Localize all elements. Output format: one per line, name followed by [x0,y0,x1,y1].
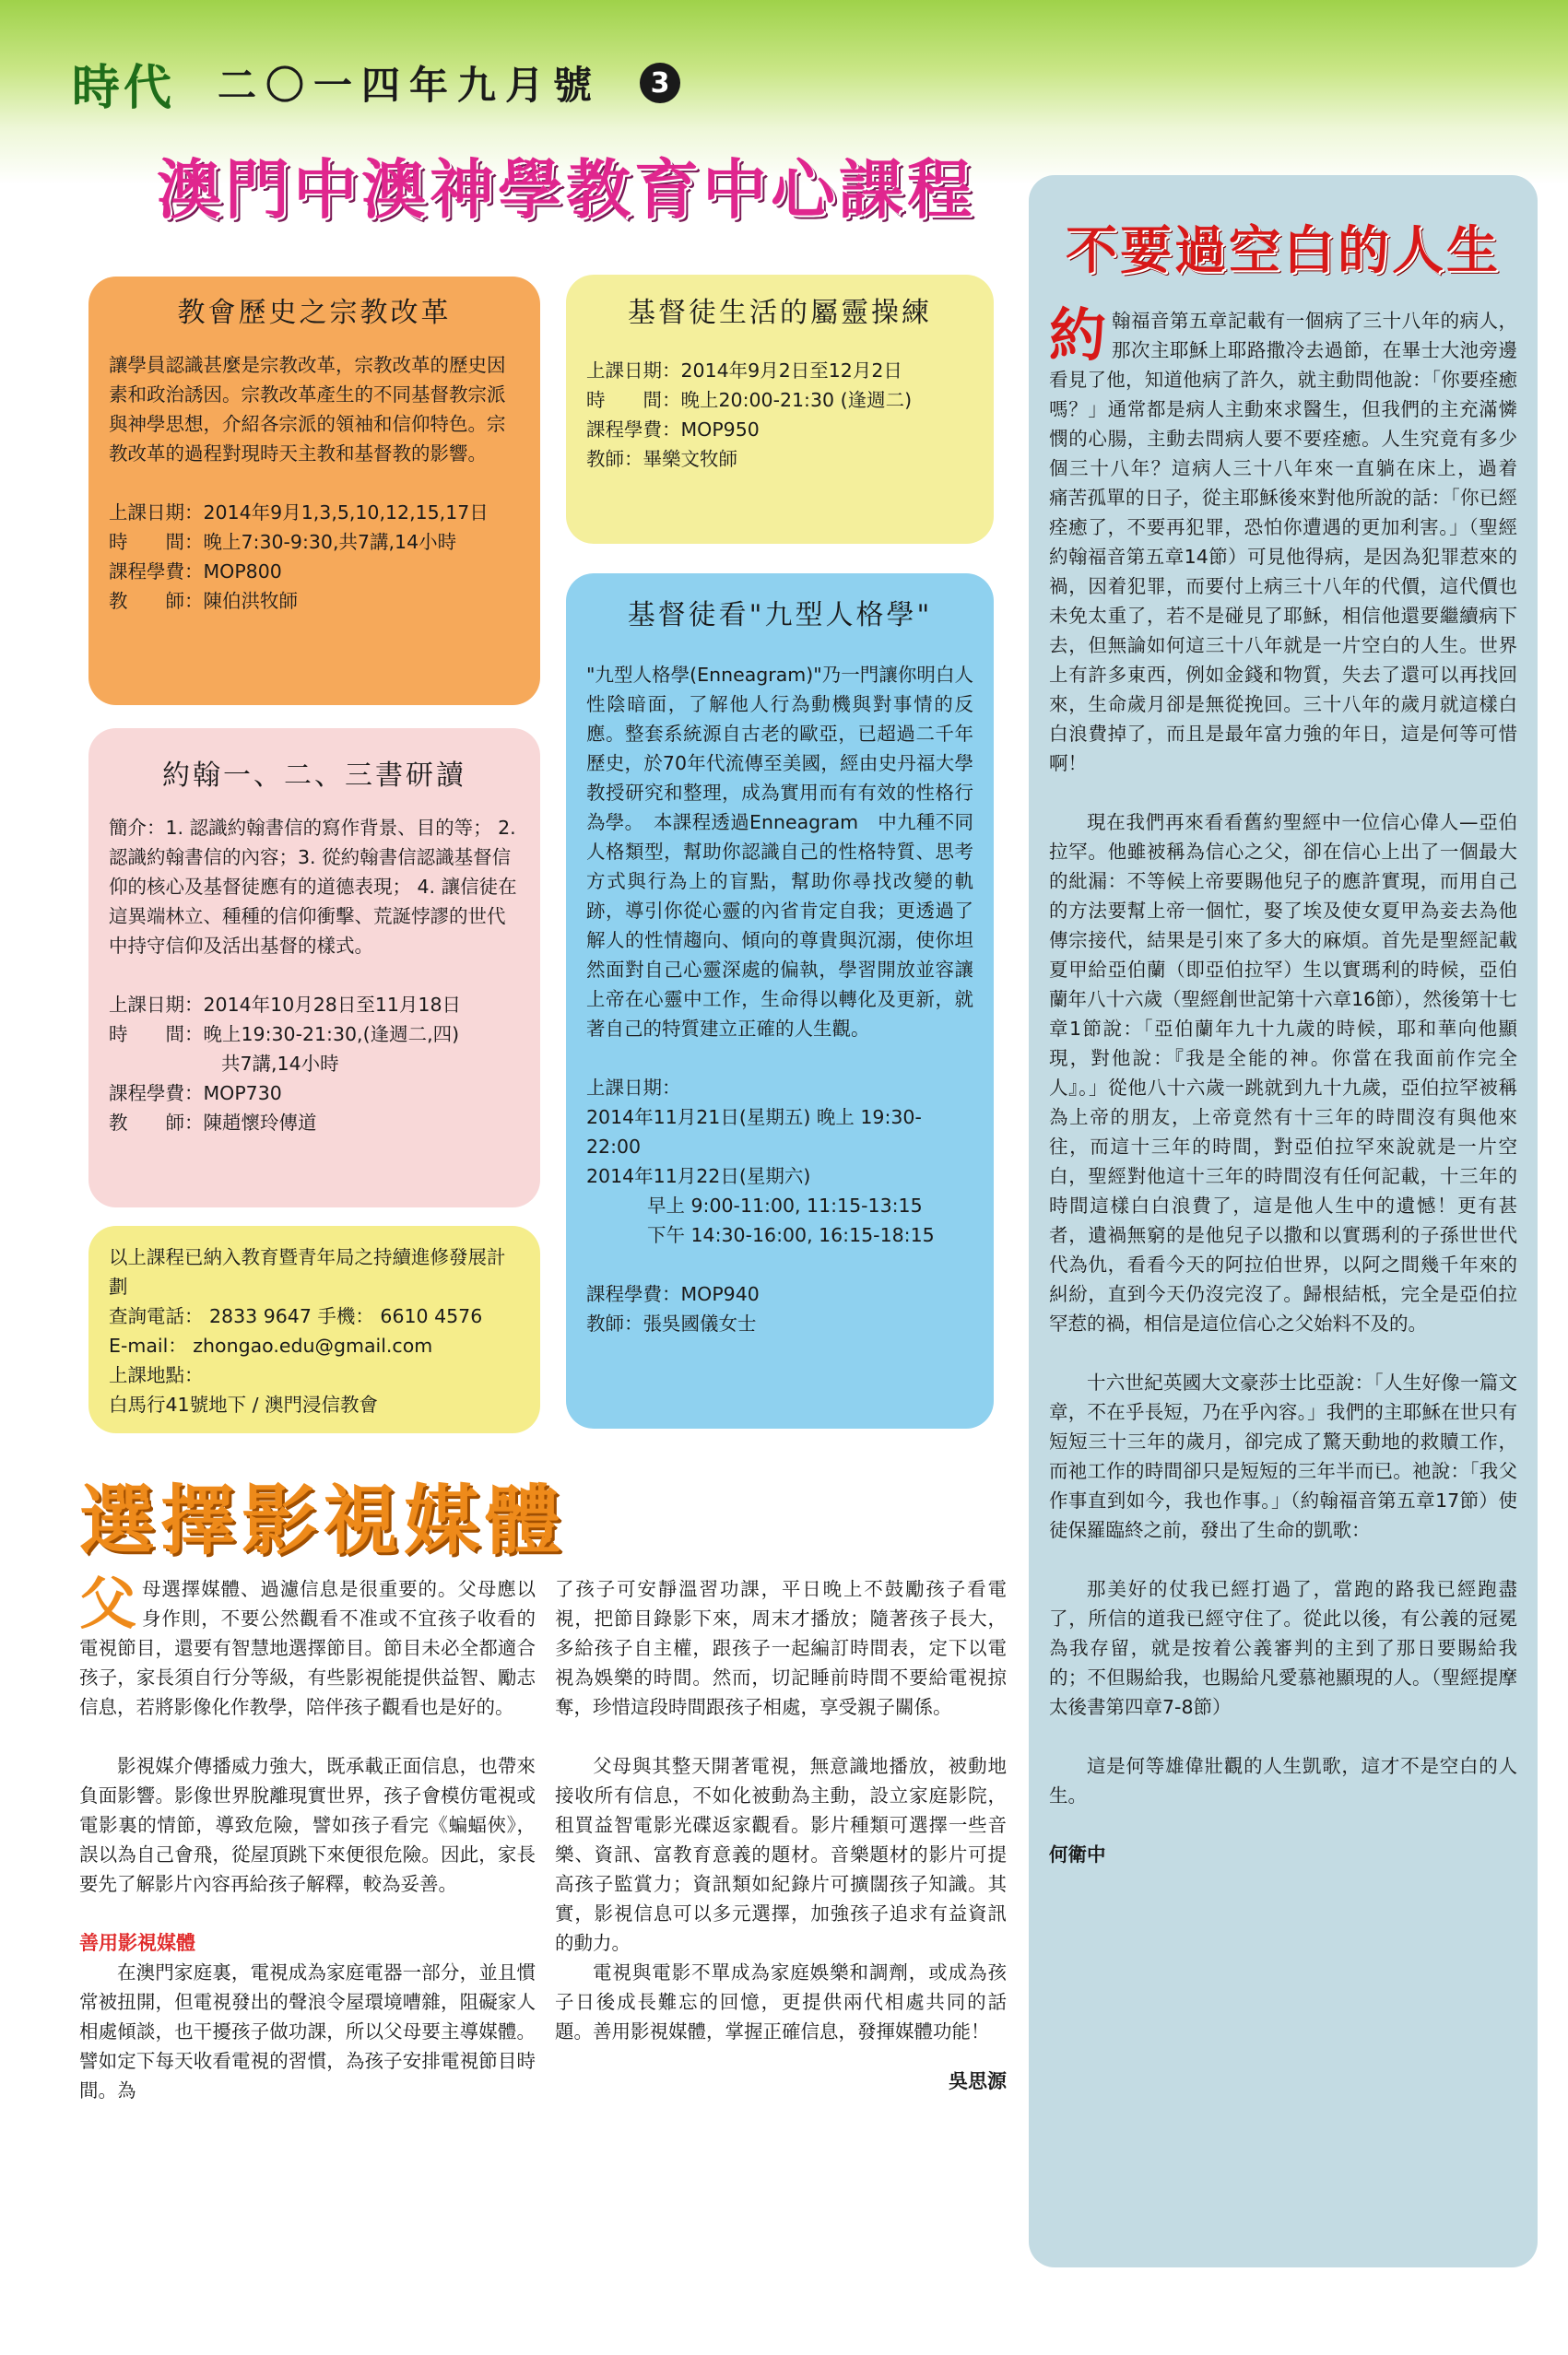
media-article-title: 選擇影視媒體 [79,1478,567,1565]
page-number-badge: 3 [640,63,680,103]
course-teacher: 教 師：陳趙懷玲傳道 [109,1112,317,1134]
article-paragraph [79,1570,536,1722]
course-date: 2014年11月21日(星期五) 晚上 19:30-22:00 [586,1106,922,1158]
course-fee: 課程學費：MOP800 [109,560,282,583]
course-description: 簡介：1. 認識約翰書信的寫作背景、目的等； 2. 認識約翰書信的內容；3. 從約翰書信認識基督信仰的核心及基督徒應有的道德表現； 4. 讓信徒在這異端林立、種種的信仰衝擊、荒誕悖謬的世代中持守信仰及活出基督的樣式。 [109,817,517,957]
course-date-label: 上課日期： [586,1077,681,1099]
article-blank-life [1029,175,1538,2267]
article-quote: 那美好的仗我已經打過了，當跑的路我已經跑盡了，所信的道我已經守住了。從此以後，有公義的冠冕為我存留，就是按着公義審判的主到了那日要賜給我的；不但賜給我，也賜給凡愛慕祂顯現的人。（聖經提摩太後書第四章7-8節） [1049,1578,1517,1718]
course-time: 時 間：晚上19:30-21:30,(逢週二,四) [109,1023,460,1045]
article-paragraph: 現在我們再來看看舊約聖經中一位信心偉人—亞伯拉罕。他雖被稱為信心之父，卻在信心上出了一個最大的紕漏：不等候上帝要賜他兒子的應許實現，而用自己的方法要幫上帝一個忙，娶了埃及使女夏甲為妾去為他傳宗接代，結果是引來了多大的麻煩。首先是聖經記載夏甲給亞伯蘭（即亞伯拉罕）生以實瑪利的時候，亞伯蘭年八十六歲（聖經創世記第十六章16節），然後第十七章1節說：「亞伯蘭年九十九歲的時候，耶和華向他顯現，對他說：『我是全能的神。你當在我面前作完全人』。」從他八十六歲一跳就到九十九歲，亞伯拉罕被稱為上帝的朋友，上帝竟然有十三年的時間沒有與他來往，而這十三年的時間，對亞伯拉罕來說就是一片空白，聖經對他這十三年的時間沒有任何記載，十三年的時間這樣白白浪費了，這是他人生中的遺憾！更有甚者，遺禍無窮的是他兒子以撒和以實瑪利的子孫世世代代為仇，看看今天的阿拉伯世界，以阿之間幾千年來的糾紛，直到今天仍沒完沒了。歸根結柢，完全是亞伯拉罕惹的禍，相信是這位信心之父始料不及的。 [1049,811,1517,1335]
course-session: 早上 9:00-11:00, 11:15-13:15 [647,1195,923,1217]
course-teacher: 教 師：陳伯洪牧師 [109,590,298,612]
article-paragraph: 父母與其整天開著電視，無意識地播放，被動地接收所有信息，不如化被動為主動，設立家庭影院，租買益智電影光碟返家觀看。影片種類可選擇一些音樂、資訊、富教育意義的題材。音樂題材的影片可提高孩子監賞力；資訊類如紀錄片可擴闊孩子知識。其實，影視信息可以多元選擇，加強孩子追求有益資訊的動力。 [555,1755,1007,1954]
course-teacher: 教師：畢樂文牧師 [586,448,737,470]
article-author: 何衛中 [1049,1843,1106,1866]
contact-venue-label: 上課地點： [109,1364,204,1386]
course-title: 約翰一、二、三書研讀 [162,759,466,792]
course-title: 基督徒生活的屬靈操練 [628,297,932,329]
article-paragraph: 了孩子可安靜溫習功課，平日晚上不鼓勵孩子看電視，把節目錄影下來，周末才播放；隨著孩子長大，多給孩子自主權，跟孩子一起編訂時間表，定下以電視為娛樂的時間。然而，切記睡前時間不要給電視掠奪，珍惜這段時間跟孩子相處，享受親子關係。 [555,1578,1007,1718]
course-time-detail: 共7講,14小時 [221,1053,339,1075]
drop-cap: 父 [79,1570,137,1637]
course-box-spiritual [566,275,994,544]
course-title: 教會歷史之宗教改革 [177,297,452,329]
page-title: 澳門中澳神學教育中心課程 [157,152,975,228]
course-fee: 課程學費：MOP730 [109,1082,282,1104]
course-box-reformation [88,277,540,705]
course-time: 時 間：晚上20:00-21:30 (逢週二) [586,389,913,411]
article-paragraph: 電視與電影不單成為家庭娛樂和調劑，或成為孩子日後成長難忘的回憶，更提供兩代相處共同的話題。善用影視媒體，掌握正確信息，發揮媒體功能！ [555,1961,1007,2043]
contact-phone: 查詢電話： 2833 9647 手機： 6610 4576 [109,1305,483,1327]
article-paragraph: 這是何等雄偉壯觀的人生凱歌，這才不是空白的人生。 [1049,1755,1517,1807]
magazine-brand: 時代 [72,59,176,116]
article-title: 不要過空白的人生 [1066,221,1501,281]
course-description: "九型人格學(Enneagram)"乃一門讓你明白人性陰暗面，了解他人行為動機與對事情的反應。整套系統源自古老的歐亞，已超過二千年歷史，於70年代流傳至美國，經由史丹福大學教授研究和整理，成為實用而有有效的性格行為學。 本課程透過Enneagram 中九種不同人格類型，幫助你認識自己的性格特質、思考方式與行為上的盲點，幫助你尋找改變的軌跡，導引你從心靈的內省肯定自我；更透過了解人的性情趨向、傾向的尊貴與沉溺，使你坦然面對自己心靈深處的偏執，學習開放並容讓上帝在心靈中工作，生命得以轉化及更新，就著自己的特質建立正確的人生觀。 [586,664,973,1040]
masthead [72,51,680,115]
article-author: 吳思源 [949,2070,1007,2092]
issue-date: 二〇一四年九月號 [218,63,602,108]
course-box-enneagram [566,573,994,1429]
article-paragraph-text: 翰福音第五章記載有一個病了三十八年的病人，那次主耶穌上耶路撒冷去過節，在畢士大池旁邊看見了他，知道他病了許久，就主動問他說：「你要痊癒嗎？」通常都是病人主動來求醫生，但我們的主充滿憐憫的心腸，主動去問病人要不要痊癒。人生究竟有多少個三十八年？這病人三十八年來一直躺在床上，過着 痛苦孤單的日子，從主耶穌後來對他所說的話：「你已經痊癒了，不要再犯罪，恐怕你遭遇的更加利害。」（聖經約翰福音第五章14節）可見他得病，是因為犯罪惹來的禍，因着犯罪，而要付上病三十八年的代價，這代價也未免太重了，若不是碰見了耶穌，相信他還要繼續病下去，但無論如何這三十八年就是一片空白的人生。世界上有許多東西，例如金錢和物質，失去了還可以再找回來，生命歲月卻是無從挽回。三十八年的歲月就這樣白白浪費掉了，而且是最年富力強的年日，這是何等可惜啊！ [1049,310,1537,774]
article-paragraph: 影視媒介傳播威力強大，既承載正面信息，也帶來負面影響。影像世界脫離現實世界，孩子會模仿電視或電影裏的情節，導致危險，譬如孩子看完《蝙蝠俠》，誤以為自己會飛，從屋頂跳下來便很危險。因此，家長要先了解影片內容再給孩子解釋，較為妥善。 [79,1755,536,1895]
contact-box [88,1226,540,1433]
course-time: 時 間：晚上7:30-9:30,共7講,14小時 [109,531,457,553]
course-box-john [88,728,540,1207]
article-paragraph: 在澳門家庭裏，電視成為家庭電器一部分，並且慣常被扭開，但電視發出的聲浪令屋環境嘈雜，阻礙家人相處傾談，也干擾孩子做功課，所以父母要主導媒體。譬如定下每天收看電視的習慣，為孩子安排電視節目時間。為 [79,1961,536,2102]
course-title: 基督徒看"九型人格學" [627,599,933,631]
media-article-column-left [79,1570,536,2105]
course-date: 上課日期：2014年10月28日至11月18日 [109,994,462,1016]
article-paragraph-text: 母選擇媒體、過濾信息是很重要的。父母應以身作則，不要公然觀看不准或不宜孩子收看的電視節目，還要有智慧地選擇節目。節目未必全都適合孩子，家長須自行分等級，有些影視能提供益智、勵志信息，若將影像化作教學，陪伴孩子觀看也是好的。 [79,1578,536,1718]
course-fee: 課程學費：MOP950 [586,418,760,441]
course-date: 2014年11月22日(星期六) [586,1165,811,1187]
course-date: 上課日期：2014年9月1,3,5,10,12,15,17日 [109,501,489,524]
contact-venue: 白馬行41號地下 / 澳門浸信教會 [109,1394,379,1416]
drop-cap: 約 [1049,301,1107,369]
course-date: 上課日期：2014年9月2日至12月2日 [586,359,902,382]
contact-email: E-mail： zhongao.edu@gmail.com [109,1335,433,1357]
course-description: 讓學員認識甚麼是宗教改革，宗教改革的歷史因素和政治誘因。宗教改革產生的不同基督教宗派與神學思想，介紹各宗派的領袖和信仰特色。宗教改革的過程對現時天主教和基督教的影響。 [109,354,506,465]
article-subheading: 善用影視媒體 [79,1932,195,1954]
contact-note: 以上課程已納入教育暨青年局之持續進修發展計劃 [109,1246,506,1298]
article-paragraph [1049,301,1537,778]
article-paragraph: 十六世紀英國大文豪莎士比亞說：「人生好像一篇文章，不在乎長短，乃在乎內容。」我們的主耶穌在世只有短短三十三年的歲月，卻完成了驚天動地的救贖工作，而祂工作的時間卻只是短短的三年半而已。祂說：「我父作事直到如今，我也作事。」（約翰福音第五章17節）使徒保羅臨終之前，發出了生命的凱歌： [1049,1372,1517,1541]
course-teacher: 教師：張吳國儀女士 [586,1313,757,1335]
course-session: 下午 14:30-16:00, 16:15-18:15 [647,1224,935,1246]
course-fee: 課程學費：MOP940 [586,1283,760,1305]
media-article-column-right [555,1574,1007,2096]
